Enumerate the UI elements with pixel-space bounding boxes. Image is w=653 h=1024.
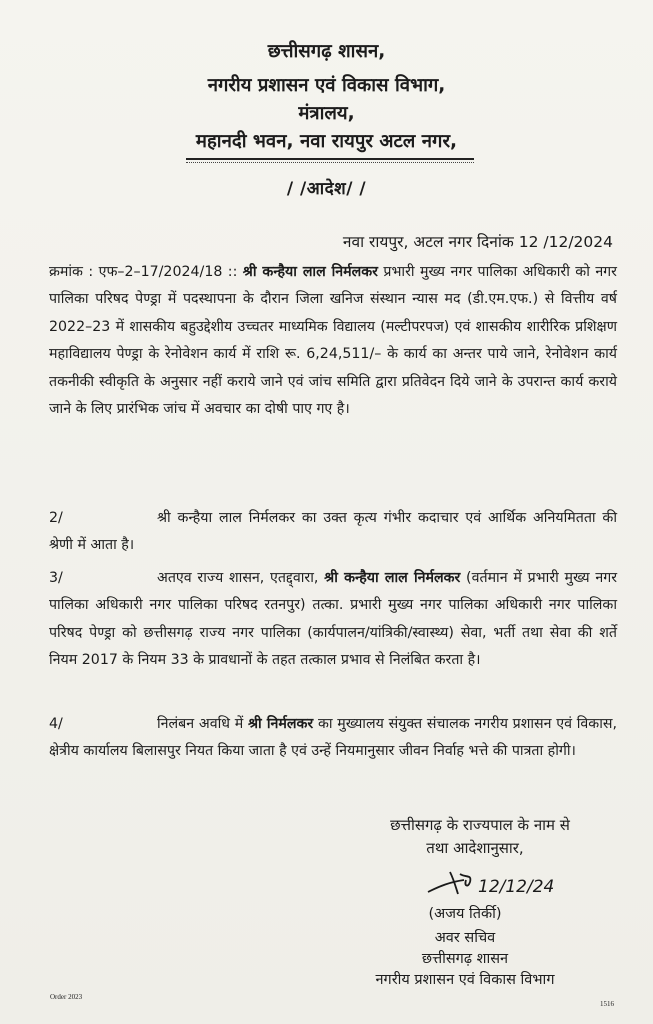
paragraph-4-text: का मुख्यालय संयुक्त संचालक नगरीय प्रशासन एवं विकास, क्षेत्रीय कार्यालय बिलासपुर नियत किया जाता है एवं उन्हें नियमानुसार जीवन निर्वाह भत्ते की पात्रता होगी। xyxy=(49,716,617,760)
header-ministry: मंत्रालय, xyxy=(298,103,355,124)
paragraph-3-officer-name: श्री कन्हैया लाल निर्मलकर xyxy=(324,570,461,586)
header-department: नगरीय प्रशासन एवं विकास विभाग, xyxy=(207,75,446,96)
order-reference: क्रमांक : एफ–2–17/2024/18 :: xyxy=(49,264,243,280)
signatory-department: नगरीय प्रशासन एवं विकास विभाग xyxy=(375,972,555,988)
officer-name: श्री कन्हैया लाल निर्मलकर xyxy=(242,264,378,280)
paragraph-2-number: 2/ xyxy=(49,510,63,526)
paragraph-4-pre: निलंबन अवधि में xyxy=(157,716,248,732)
paragraph-3-text: (वर्तमान में प्रभारी मुख्य नगर पालिका अधिकारी नगर पालिका परिषद रतनपुर) तत्का. प्रभारी मुख्य नगर पालिका अधिकारी नगर पालिका परिषद पेण्ड्रा को छत्तीसगढ़ राज्य नगर पालिका (कार्यपालन/यांत्रिकी/स्वास्थ्य) सेवा, भर्ती तथा सेवा की शर्ते नियम 2017 के नियम 33 के प्रावधानों के तहत तत्काल प्रभाव से निलंबित करता है। xyxy=(49,570,617,669)
signature-date: 12/12/24 xyxy=(478,877,555,897)
header-address: महानदी भवन, नवा रायपुर अटल नगर, xyxy=(195,131,458,152)
signatory-government: छत्तीसगढ़ शासन xyxy=(421,951,509,967)
signatory-name: (अजय तिर्की) xyxy=(428,906,502,922)
paragraph-1-text: प्रभारी मुख्य नगर पालिका अधिकारी को नगर पालिका परिषद पेण्ड्रा में पदस्थापना के दौरान जिला खनिज संस्थान न्यास मद (डी.एम.एफ.) से वित्तीय वर्ष 2022–23 में शासकीय बहुउद्देशीय उच्चतर माध्यमिक विद्यालय (मल्टीपरपज) एवं शासकीय शारीरिक प्रशिक्षण महाविद्यालय पेण्ड्रा के रेनोवेशन कार्य में राशि रू. 6,24,511/– के कार्य का अन्तर पाये जाने, रेनोवेशन कार्य तकनीकी स्वीकृति के अनुसार नहीं कराये जाने एवं जांच समिति द्वारा प्रतिवेदन दिये जाने के उपरान्त कार्य कराये जाने के लिए प्रारंभिक जांच में अवचार का दोषी पाए गए है। xyxy=(49,264,617,418)
paragraph-3-number: 3/ xyxy=(49,570,63,586)
authority-line-2: तथा आदेशानुसार, xyxy=(426,839,524,857)
order-title: / /आदेश/ / xyxy=(286,179,367,199)
paragraph-3 xyxy=(49,565,617,675)
signatory-designation: अवर सचिव xyxy=(434,930,496,946)
footer-label: Order 2023 xyxy=(50,993,83,1001)
footer-page-number: 1516 xyxy=(600,1000,614,1008)
paragraph-2-text: श्री कन्हैया लाल निर्मलकर का उक्त कृत्य गंभीर कदाचार एवं आर्थिक अनियमितता की श्रेणी में आता है। xyxy=(49,510,617,554)
paragraph-4-officer-name: श्री निर्मलकर xyxy=(247,716,314,732)
order-dateline: नवा रायपुर, अटल नगर दिनांक 12 /12/2024 xyxy=(342,233,613,251)
paragraph-1 xyxy=(49,259,617,423)
paragraph-4 xyxy=(49,711,617,766)
paragraph-2 xyxy=(49,505,617,560)
paragraph-3-pre: अतएव राज्य शासन, एतद्द्वारा, xyxy=(157,570,325,586)
paragraph-4-number: 4/ xyxy=(49,716,63,732)
header-divider xyxy=(186,158,474,163)
header-govt: छत्तीसगढ़ शासन, xyxy=(267,41,386,62)
authority-line-1: छत्तीसगढ़ के राज्यपाल के नाम से xyxy=(390,816,570,834)
